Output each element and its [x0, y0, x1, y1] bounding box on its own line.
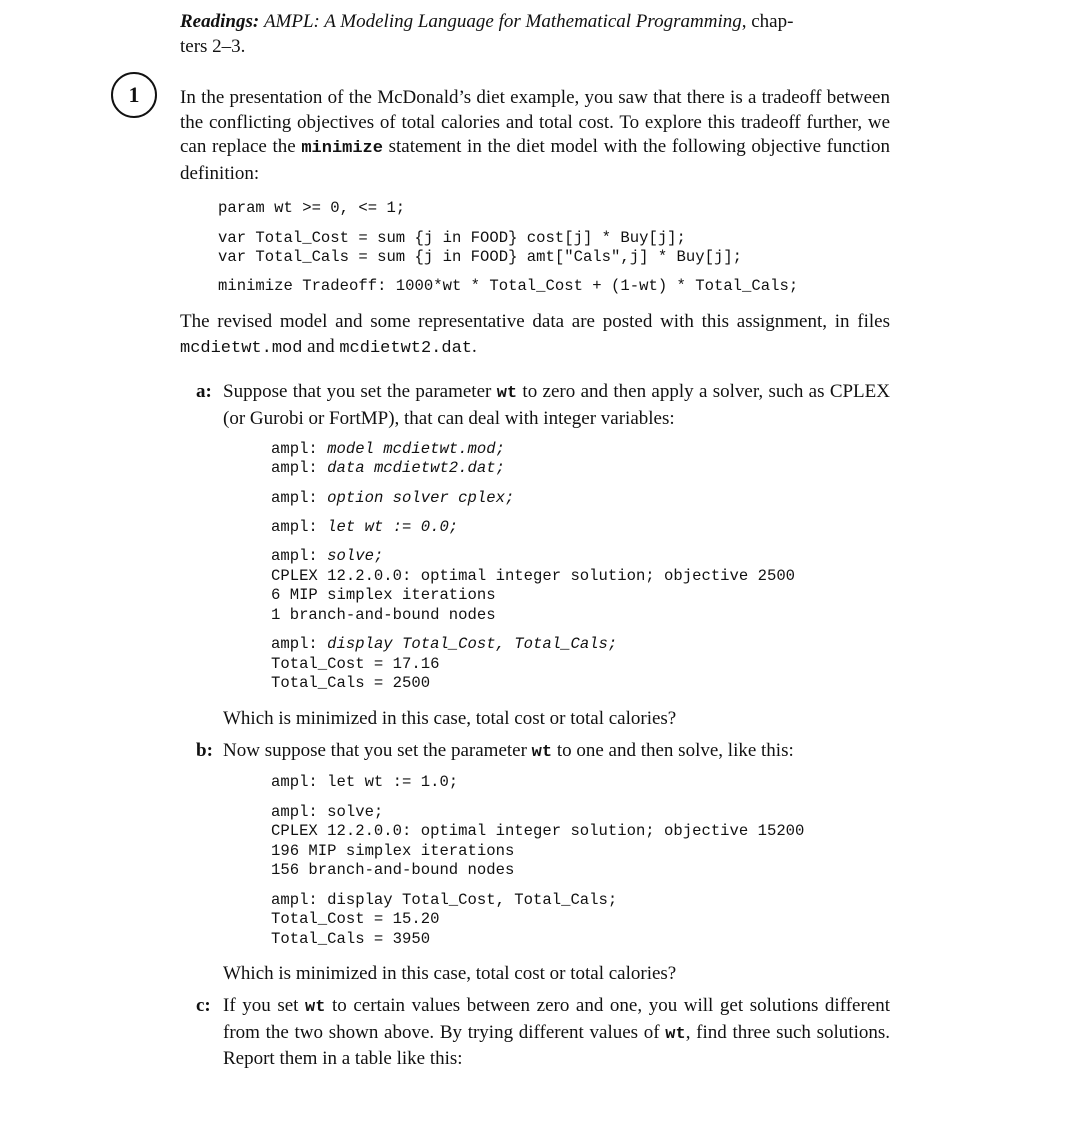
- part-b-keyword: wt: [531, 743, 553, 762]
- revised-paragraph: [180, 310, 890, 361]
- part-b-code-line-7: Total_Cost = 15.20: [271, 910, 440, 928]
- part-a-question: Which is minimized in this case, total cost or total calories?: [223, 708, 677, 729]
- part-c-label: c:: [196, 995, 211, 1016]
- part-b-label: b:: [196, 740, 213, 761]
- part-b-code-line-8: Total_Cals = 3950: [271, 930, 431, 948]
- part-a-display-line: [271, 634, 617, 654]
- part-c-text-2: to certain values between zero and one, you will get solutions different from the two shown above. By trying different values of: [223, 995, 890, 1043]
- part-a-code-line-1: [271, 439, 505, 459]
- ampl-command: let wt := 0.0;: [327, 518, 459, 536]
- part-c-text-3: , find three such solutions. Report them in a table like this:: [223, 1021, 891, 1069]
- ampl-prompt: ampl:: [271, 518, 318, 536]
- part-c-text-1: If you set: [223, 995, 306, 1016]
- part-a-text-1: Suppose that you set the parameter: [223, 381, 497, 402]
- readings-line: [180, 9, 890, 59]
- part-b-code-line-5: 156 branch-and-bound nodes: [271, 861, 515, 879]
- intro-paragraph: [180, 86, 890, 186]
- part-b-code-line-6: ampl: display Total_Cost, Total_Cals;: [271, 891, 618, 909]
- part-a-code-line-3: [271, 488, 514, 508]
- part-b-paragraph: [196, 739, 890, 766]
- ampl-command: model mcdietwt.mod;: [327, 440, 505, 458]
- intro-text-2: statement in the diet model with the following objective function definition:: [180, 136, 890, 184]
- part-b-question: Which is minimized in this case, total cost or total calories?: [223, 963, 677, 984]
- part-a-text-2: to zero and then apply a solver, such as CPLEX (or Gurobi or FortMP), that can deal with integer variables:: [223, 381, 890, 429]
- revised-text-2: and: [302, 335, 340, 357]
- model-code-line-2: var Total_Cost = sum {j in FOOD} cost[j] * Buy[j];: [218, 229, 686, 247]
- ampl-command: option solver cplex;: [327, 489, 515, 507]
- part-c-paragraph: [196, 994, 890, 1072]
- revised-text-3: .: [471, 335, 477, 357]
- part-b-text-1: Now suppose that you set the parameter: [223, 740, 532, 761]
- part-b-code-line-4: 196 MIP simplex iterations: [271, 842, 515, 860]
- intro-keyword: minimize: [301, 139, 383, 158]
- part-b-code-line-1: ampl: let wt := 1.0;: [271, 773, 459, 791]
- readings-text-tail: , chap-: [741, 11, 794, 32]
- part-c-keyword-2: wt: [665, 1024, 686, 1044]
- ampl-prompt: ampl:: [271, 489, 318, 507]
- model-filename: mcdietwt.mod: [180, 338, 303, 358]
- part-a-code-line-4: [271, 517, 458, 537]
- readings-label: Readings:: [180, 11, 260, 32]
- part-c-keyword-1: wt: [305, 998, 326, 1017]
- ampl-command: display Total_Cost, Total_Cals;: [327, 635, 618, 653]
- readings-chapters: ters 2–3.: [180, 36, 246, 57]
- part-a-keyword: wt: [496, 384, 518, 403]
- ampl-prompt: ampl:: [271, 440, 318, 458]
- model-code-line-3: var Total_Cals = sum {j in FOOD} amt["Cals",j] * Buy[j];: [218, 248, 743, 266]
- readings-book-title: AMPL: A Modeling Language for Mathematical Programming: [263, 11, 742, 32]
- ampl-prompt: ampl:: [271, 459, 318, 477]
- ampl-prompt: ampl:: [271, 635, 318, 653]
- part-a-display-out-2: Total_Cals = 2500: [271, 674, 431, 692]
- part-a-code-line-2: [271, 458, 505, 478]
- part-a-display-out-1: Total_Cost = 17.16: [271, 655, 440, 673]
- part-a-code-line-5: [271, 546, 383, 566]
- intro-text-1: In the presentation of the McDonald’s diet example, you saw that there is a tradeoff between the conflicting objectives of total calories and total cost. To explore this tradeoff further, we can replace the: [180, 87, 890, 157]
- part-a-output-line-2: 6 MIP simplex iterations: [271, 586, 496, 604]
- ampl-command: solve;: [327, 547, 384, 565]
- part-a-paragraph: [196, 380, 890, 431]
- revised-text-1: The revised model and some representative data are posted with this assignment, in files: [180, 311, 890, 332]
- part-b-code-line-3: CPLEX 12.2.0.0: optimal integer solution; objective 15200: [271, 822, 805, 840]
- model-code-line-4: minimize Tradeoff: 1000*wt * Total_Cost + (1-wt) * Total_Cals;: [218, 277, 799, 295]
- ampl-prompt: ampl:: [271, 547, 318, 565]
- part-b-code-line-2: ampl: solve;: [271, 803, 384, 821]
- part-a-output-line-3: 1 branch-and-bound nodes: [271, 606, 496, 624]
- ampl-command: data mcdietwt2.dat;: [327, 459, 505, 477]
- part-a-output-line-1: CPLEX 12.2.0.0: optimal integer solution; objective 2500: [271, 567, 796, 585]
- model-code-line-1: param wt >= 0, <= 1;: [218, 199, 406, 217]
- problem-number-circle: 1: [111, 72, 157, 118]
- data-filename: mcdietwt2.dat: [339, 338, 472, 358]
- part-b-text-2: to one and then solve, like this:: [552, 740, 794, 761]
- part-a-label: a:: [196, 381, 212, 402]
